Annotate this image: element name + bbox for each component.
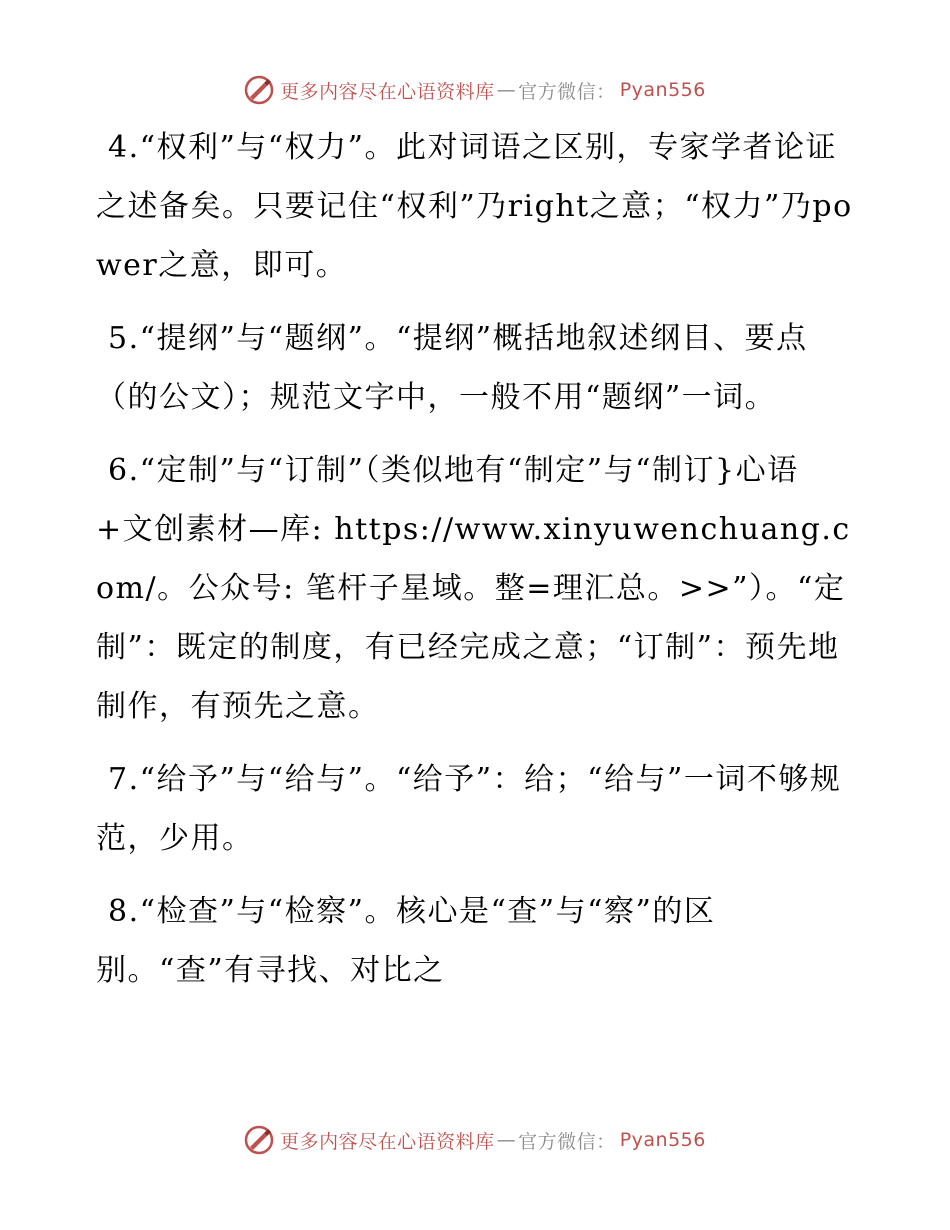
pen-logo-icon xyxy=(244,1125,274,1155)
paragraph-item-8 xyxy=(96,882,856,1000)
banner-main-text: 更多内容尽在心语资料库 xyxy=(280,1130,495,1153)
footer-watermark-banner xyxy=(0,1122,950,1158)
paragraph-text: 5.“提纲”与“题纲”。“提纲”概括地叙述纲目、要点（的公文）；规范文字中，一般不用“题纲”一词。 xyxy=(96,321,808,415)
paragraph-item-7 xyxy=(96,750,856,868)
banner-label: 官方微信： xyxy=(518,1130,616,1153)
paragraph-text: 6.“定制”与“订制”（类似地有“制定”与“制订}心语+文创素材—库: https://www.xinyuwenchuang.com/。公众号: 笔杆子星域。整=理汇总。>>”）。“定制”：既定的制度，有已经完成之意；“订制”：预先地制作，有预先之意。 xyxy=(96,453,851,724)
paragraph-item-5 xyxy=(96,309,856,427)
header-watermark-banner xyxy=(0,72,950,108)
paragraph-item-4 xyxy=(96,118,856,295)
paragraph-text: 4.“权利”与“权力”。此对词语之区别，专家学者论证之述备矣。只要记住“权利”乃right之意；“权力”乃power之意，即可。 xyxy=(96,130,853,283)
document-body xyxy=(96,118,856,1014)
banner-wechat-id: Pyan556 xyxy=(619,79,706,101)
paragraph-text: 8.“检查”与“检察”。核心是“查”与“察”的区别。“查”有寻找、对比之 xyxy=(96,894,716,988)
banner-label: 官方微信： xyxy=(518,80,616,103)
pen-logo-icon xyxy=(244,75,274,105)
banner-dash: — xyxy=(496,1129,517,1151)
paragraph-item-6 xyxy=(96,441,856,736)
paragraph-text: 7.“给予”与“给与”。“给予”：给；“给与”一词不够规范，少用。 xyxy=(96,762,842,856)
banner-dash: — xyxy=(496,79,517,101)
banner-main-text: 更多内容尽在心语资料库 xyxy=(280,80,495,103)
banner-wechat-id: Pyan556 xyxy=(619,1129,706,1151)
